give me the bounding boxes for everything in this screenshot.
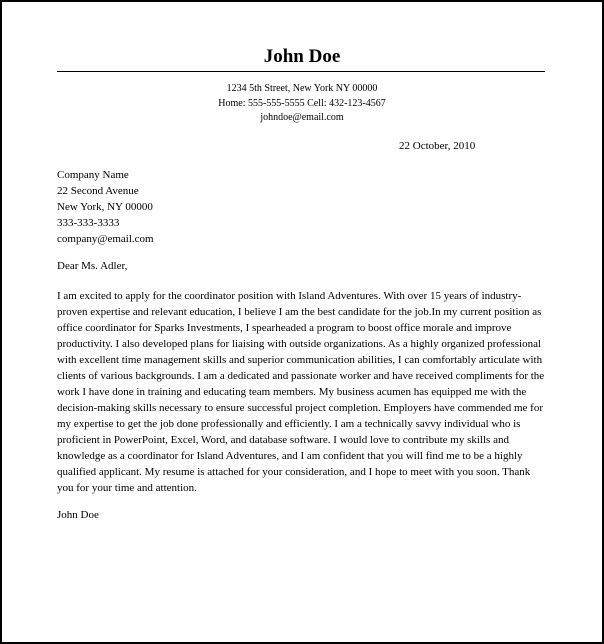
sender-address: 1234 5th Street, New York NY 00000 [226, 83, 378, 94]
sender-phones: Home: 555-555-5555 Cell: 432-123-4567 [218, 97, 386, 109]
body-line: qualified applicant. My resume is attached for your consideration, and I hope to meet with you soon. Thank [57, 466, 531, 478]
body-line: with excellent time management skills and superior communication abilities, I can comfortably articulate with [57, 354, 543, 366]
body-line: proficient in PowerPoint, Excel, Word, and database software. I would love to contribute my skills and [57, 434, 509, 446]
recipient-street: 22 Second Avenue [57, 185, 139, 197]
body-line: productivity. I also developed plans for liaising with outside organizations. As a highly organized professional [57, 338, 542, 350]
body-line: work I have done in training and educating team members. My business acumen has equipped me with the [57, 386, 527, 398]
body-line: clients of various backgrounds. I am a dedicated and passionate worker and have received compliments for the [57, 370, 545, 382]
body-line: proven expertise and relevant education, I believe I am the best candidate for the job.In my current position as [57, 306, 542, 318]
header-divider [57, 71, 545, 72]
recipient-email: company@email.com [57, 233, 154, 245]
body-line: knowledge as a coordinator for Island Adventures, and I am confident that you will find me to be a highly [57, 450, 523, 462]
letter-date: 22 October, 2010 [399, 140, 476, 152]
body-line: I am excited to apply for the coordinator position with Island Adventures. With over 15 years of industry- [57, 290, 522, 302]
recipient-city: New York, NY 00000 [57, 201, 153, 213]
letter-body [57, 288, 547, 496]
body-line: decision-making skills necessary to ensure successful project completion. Employers have commended me for [57, 402, 543, 414]
body-line: my expertise to get the job done professionally and efficiently. I am a technically savvy individual who is [57, 418, 521, 430]
signature: John Doe [57, 509, 99, 521]
body-line: office coordinator for Sparks Investments, I spearheaded a program to boost office morale and improve [57, 322, 512, 334]
recipient-company: Company Name [57, 169, 129, 181]
body-line: you for your time and attention. [57, 482, 197, 494]
sender-email: johndoe@email.com [260, 112, 344, 123]
recipient-phone: 333-333-3333 [57, 217, 120, 229]
sender-name: John Doe [263, 46, 341, 67]
recipient-block [57, 167, 154, 247]
sender-contact-block [2, 82, 602, 126]
salutation: Dear Ms. Adler, [57, 260, 128, 272]
